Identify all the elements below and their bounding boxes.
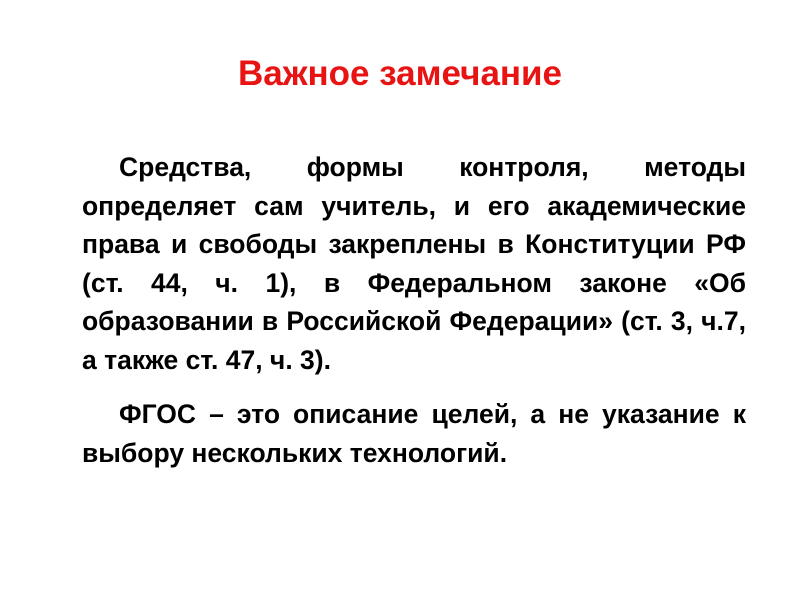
paragraph-legal-basis: Средства, формы контроля, методы определяет сам учитель, и его академические права и свободы закреплены в Конституции РФ (ст. 44, ч. 1), в Федеральном законе «Об образовании в Российской Федерации» (ст. 3, ч.7, а также ст. 47, ч. 3). (82, 152, 746, 375)
paragraph-fgos: ФГОС – это описание целей, а не указание к выбору нескольких технологий. (82, 399, 746, 468)
slide-title: Важное замечание (237, 54, 563, 93)
slide-body (82, 148, 746, 488)
